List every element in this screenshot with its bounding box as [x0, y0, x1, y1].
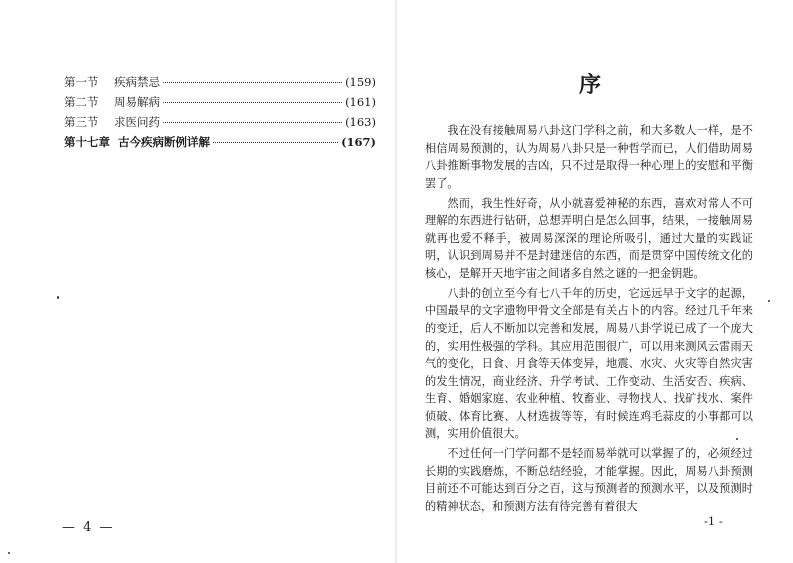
toc-leader-dots: [163, 122, 342, 123]
toc-entry-title: 求医问药: [114, 115, 160, 129]
paragraph: 我在没有接触周易八卦这门学科之前，和大多数人一样，是不相信周易预测的，认为周易八卦只是一种哲学而已，人们借助周易八卦推断事物发展的吉凶，只不过是取得一种心理上的安慰和平衡罢了。: [425, 124, 753, 190]
paragraph: 然而，我生性好奇，从小就喜爱神秘的东西，喜欢对常人不可理解的东西进行钻研，总想弄明白是怎么回事，结果，一接触周易就再也爱不释手，被周易深深的理论所吸引，通过大量的实践证明，认识到周易并不是封建迷信的东西，而是贯穿中国传统文化的核心，是解开天地宇宙之间诸多自然之谜的一把金钥匙。: [425, 196, 753, 280]
left-page: [0, 0, 396, 563]
page-gutter: [395, 0, 397, 563]
toc-entry-title: 疾病禁忌: [114, 75, 160, 89]
toc-leader-dots: [163, 102, 342, 103]
preface-body: [425, 122, 753, 518]
toc-page-number: (161): [345, 95, 376, 109]
toc-entry: [64, 114, 376, 134]
toc-section-label: 第一节: [64, 75, 99, 89]
scan-speck: [57, 296, 59, 299]
toc-entry: [64, 94, 376, 114]
paragraph: 不过任何一门学问都不是轻而易举就可以掌握了的，必须经过长期的实践磨炼，不断总结经验，才能掌握。因此，周易八卦预测目前还不可能达到百分之百，这与预测者的预测水平，以及预测时的精神状态，和预测方法有待完善有着很大: [425, 447, 753, 514]
toc-entry-title: 周易解病: [114, 95, 160, 109]
toc-page-number: (159): [345, 75, 376, 89]
page-number: -1 -: [704, 514, 723, 528]
page-number: — 4 —: [62, 520, 115, 535]
preface-title: 序: [578, 72, 601, 98]
toc-entry: [64, 74, 376, 94]
toc-leader-dots: [213, 142, 338, 143]
toc-entry-title: 古今疾病断例详解: [118, 135, 210, 149]
scan-speck: [8, 552, 10, 554]
scan-speck: [768, 300, 770, 302]
scan-speck: [736, 438, 738, 440]
toc-section-label: 第三节: [64, 115, 99, 129]
toc-chapter-label: 第十七章: [64, 135, 110, 149]
toc-leader-dots: [163, 82, 342, 83]
toc-page-number: (163): [345, 115, 376, 129]
toc-chapter-entry: [64, 134, 376, 154]
table-of-contents: [64, 74, 376, 154]
paragraph: 八卦的创立至今有七八千年的历史，它远远早于文字的起源，中国最早的文字遗物甲骨文全部是有关占卜的内容。经过几千年来的变迁，后人不断加以完善和发展，周易八卦学说已成了一个庞大的，实用性极强的学科。其应用范围很广，可以用来测风云雷雨天气的变化，日食、月食等天体变异，地震、水灾、火灾等自然灾害的发生情况，商业经济、升学考试、工作变动、生活安否、疾病、生育、婚姻家庭、农业种植、牧畜业、寻物找人、找矿找水、案件侦破、体育比赛、人材选拔等等，有时候连鸡毛蒜皮的小事都可以测，实用价值很大。: [425, 286, 753, 441]
toc-section-label: 第二节: [64, 95, 99, 109]
toc-page-number: (167): [341, 135, 376, 149]
